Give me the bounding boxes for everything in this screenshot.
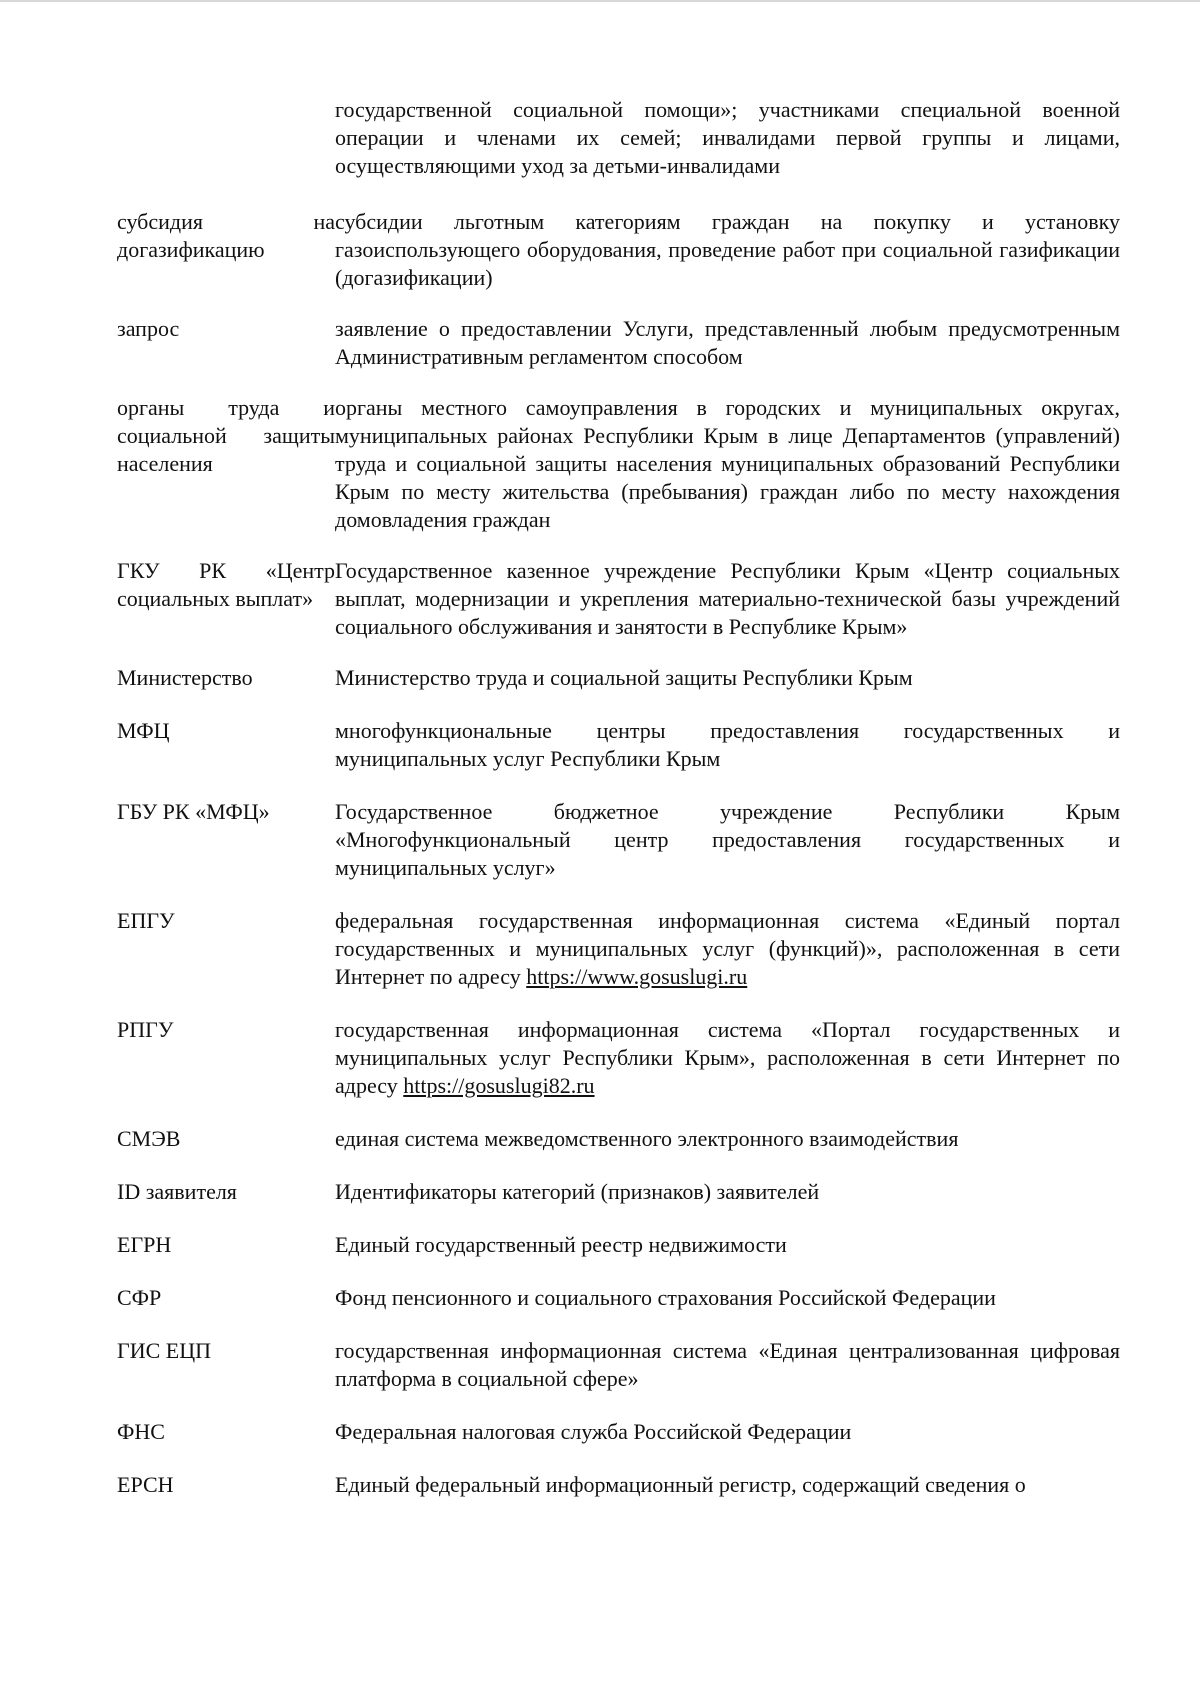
glossary-entry (117, 557, 1120, 641)
glossary-entry (117, 208, 1120, 292)
glossary-entry (117, 1471, 1120, 1499)
glossary-definition: Единый государственный реестр недвижимости (335, 1232, 787, 1257)
definition-text: федеральная государственная информационная система «Единый портал государственных и муниципальных услуг (функций)», расположенная в сети Интернет по адресу (335, 908, 1120, 989)
glossary-term: запрос (117, 316, 180, 341)
glossary-term: ГКУ РК «Центр социальных выплат» (117, 558, 335, 611)
glossary-definition: Единый федеральный информационный регистр, содержащий сведения о (335, 1472, 1026, 1497)
glossary-term: ЕГРН (117, 1232, 172, 1257)
glossary-term: СФР (117, 1285, 162, 1310)
glossary-definition: Фонд пенсионного и социального страхования Российской Федерации (335, 1285, 996, 1310)
glossary-term: СМЭВ (117, 1126, 181, 1151)
glossary-entry (117, 1016, 1120, 1100)
gosuslugi82-link[interactable]: https://gosuslugi82.ru (403, 1073, 595, 1098)
glossary-definition: Государственное бюджетное учреждение Республики Крым «Многофункциональный центр предоставления государственных и муниципальных услуг» (335, 799, 1120, 880)
glossary-entry (117, 315, 1120, 371)
glossary-term: ГИС ЕЦП (117, 1338, 211, 1363)
glossary-entry (117, 394, 1120, 534)
glossary-definition: Государственное казенное учреждение Республики Крым «Центр социальных выплат, модернизации и укрепления материально-технической базы учреждений социального обслуживания и занятости в Республике Крым» (335, 558, 1120, 639)
glossary-entry (117, 1125, 1120, 1153)
glossary-definition (335, 1016, 1120, 1100)
glossary-entry-continuation (117, 96, 1120, 180)
glossary-entry (117, 1284, 1120, 1312)
glossary-definition: заявление о предоставлении Услуги, представленный любым предусмотренным Административным регламентом способом (335, 316, 1120, 369)
glossary-entry (117, 1178, 1120, 1206)
glossary-definition: Министерство труда и социальной защиты Республики Крым (335, 665, 913, 690)
glossary-term: ЕПГУ (117, 908, 175, 933)
glossary-entry (117, 664, 1120, 692)
glossary-term: органы труда и социальной защиты населения (117, 395, 335, 476)
glossary-term: ЕРСН (117, 1472, 174, 1497)
glossary-term: Министерство (117, 665, 253, 690)
glossary (117, 96, 1120, 1499)
glossary-definition: государственной социальной помощи»; участниками специальной военной операции и членами их семей; инвалидами первой группы и лицами, осуществляющими уход за детьми-инвалидами (335, 97, 1120, 178)
glossary-term: МФЦ (117, 718, 170, 743)
glossary-definition: Идентификаторы категорий (признаков) заявителей (335, 1179, 820, 1204)
glossary-term: РПГУ (117, 1017, 174, 1042)
glossary-entry (117, 798, 1120, 882)
glossary-definition: Федеральная налоговая служба Российской Федерации (335, 1419, 852, 1444)
glossary-definition: многофункциональные центры предоставления государственных и муниципальных услуг Республики Крым (335, 718, 1120, 771)
glossary-definition: государственная информационная система «Единая централизованная цифровая платформа в социальной сфере» (335, 1338, 1120, 1391)
glossary-definition: субсидии льготным категориям граждан на покупку и установку газоиспользующего оборудования, проведение работ при социальной газификации (догазификации) (335, 209, 1120, 290)
glossary-term: субсидия на догазификацию (117, 209, 335, 262)
glossary-definition (335, 907, 1120, 991)
glossary-term: ID заявителя (117, 1179, 237, 1204)
glossary-entry (117, 1231, 1120, 1259)
glossary-term: ФНС (117, 1419, 165, 1444)
glossary-definition: органы местного самоуправления в городских и муниципальных округах, муниципальных районах Республики Крым в лице Департаментов (управлений) труда и социальной защиты населения муниципальных образований Республики Крым по месту жительства (пребывания) граждан либо по месту нахождения домовладения граждан (335, 395, 1120, 532)
glossary-entry (117, 907, 1120, 991)
glossary-entry (117, 717, 1120, 773)
definition-text: государственная информационная система «Портал государственных и муниципальных услуг Республики Крым», расположенная в сети Интернет по адресу (335, 1017, 1120, 1098)
glossary-definition: единая система межведомственного электронного взаимодействия (335, 1126, 959, 1151)
glossary-entry (117, 1337, 1120, 1393)
gosuslugi-link[interactable]: https://www.gosuslugi.ru (526, 964, 748, 989)
glossary-term: ГБУ РК «МФЦ» (117, 799, 270, 824)
glossary-entry (117, 1418, 1120, 1446)
scan-edge-line (0, 0, 1200, 2)
